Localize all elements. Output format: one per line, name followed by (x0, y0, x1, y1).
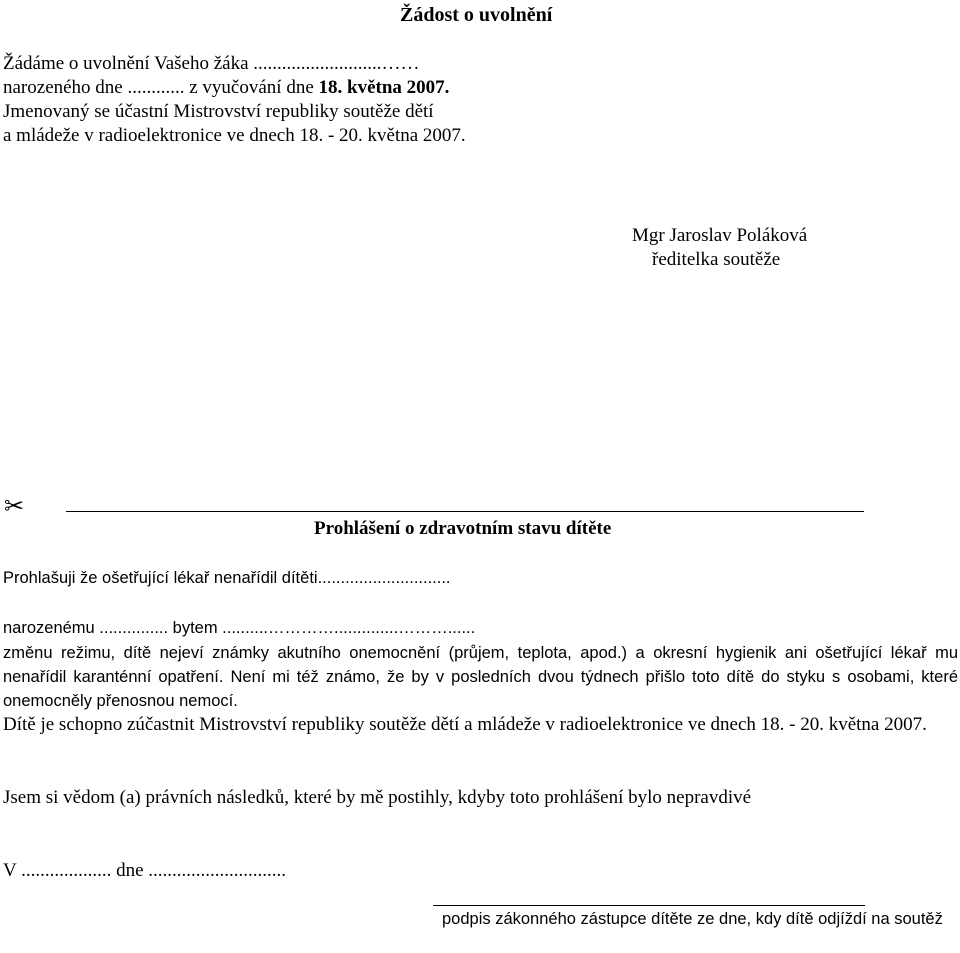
signature-role: ředitelka soutěže (652, 249, 781, 270)
declaration-paragraph-1: změnu režimu, dítě nejeví známky akutního onemocnění (průjem, teplota, apod.) a okresní hygienik ani ošetřující lékař mu nenařídil karanténní opatření. Není mi též známo, že by v posledních dvou týdnech přišlo toto dítě do styku s osobami, které onemocněly přenosnou nemocí. (3, 644, 958, 710)
declaration-line-1: Prohlašuji že ošetřující lékař nenařídil dítěti............................. (3, 569, 451, 587)
intro-line-2-text: narozeného dne ............ z vyučování dne (3, 77, 319, 98)
declaration-line-2: narozenému ............... bytem ..........…………..............………...... (3, 619, 476, 637)
signature-caption: podpis zákonného zástupce dítěte ze dne, kdy dítě odjíždí na soutěž (442, 910, 943, 928)
signature-line (433, 905, 865, 906)
intro-line-4: a mládeže v radioelektronice ve dnech 18. - 20. května 2007. (3, 125, 466, 146)
cut-line (66, 511, 864, 512)
place-date-line: V ................... dne ............................. (3, 860, 287, 881)
intro-line-3: Jmenovaný se účastní Mistrovství republiky soutěže dětí (3, 101, 434, 122)
intro-line-2 (3, 76, 449, 100)
intro-line-2-date: 18. května 2007. (318, 77, 450, 98)
intro-line-1: Žádáme o uvolnění Vašeho žáka ...........................…… (3, 53, 420, 74)
declaration-title: Prohlášení o zdravotním stavu dítěte (314, 518, 612, 539)
scissors-icon: ✂ (4, 494, 25, 520)
signature-name: Mgr Jaroslav Poláková (632, 225, 808, 246)
declaration-paragraph-2: Dítě je schopno zúčastnit Mistrovství republiky soutěže dětí a mládeže v radioelektronice ve dnech 18. - 20. května 2007. (3, 714, 927, 735)
document-title: Žádost o uvolnění (400, 4, 553, 26)
declaration-paragraph-3: Jsem si vědom (a) právních následků, které by mě postihly, kdyby toto prohlášení bylo nepravdivé (3, 787, 752, 808)
